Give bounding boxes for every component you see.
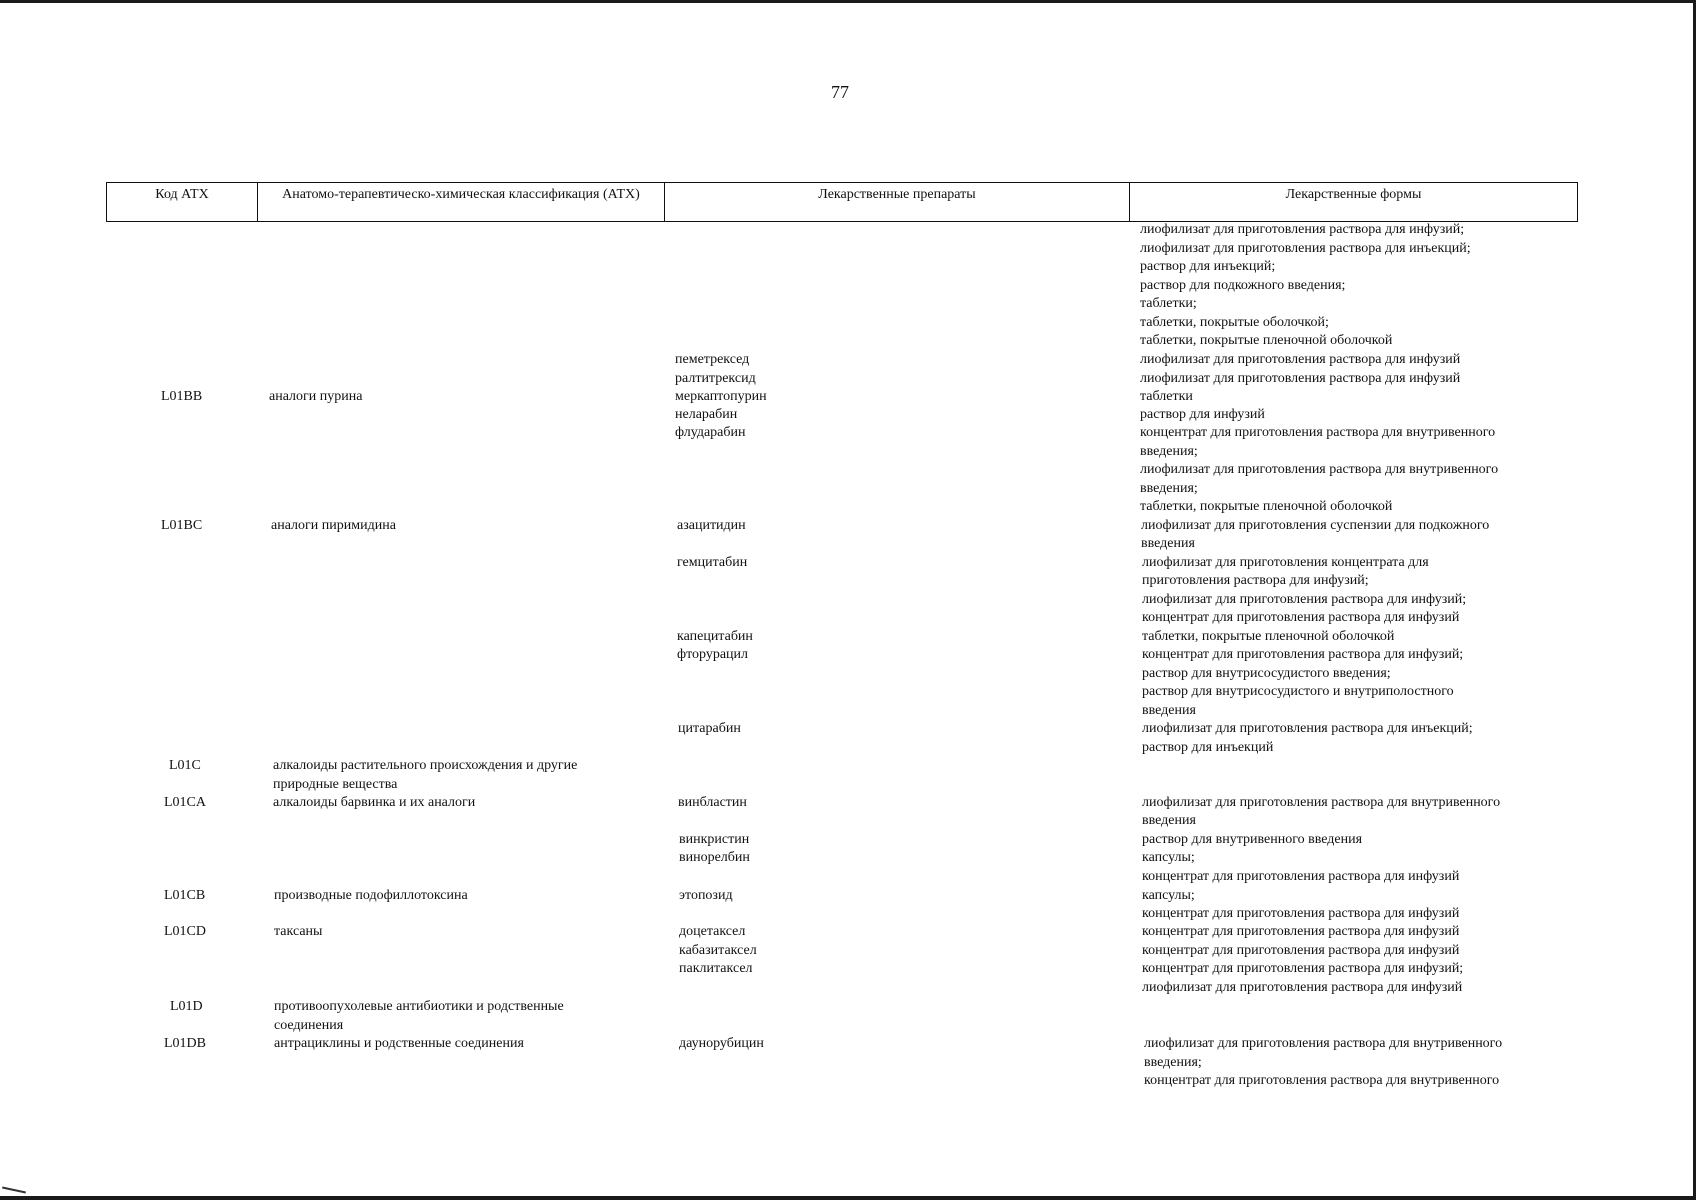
dosage-form-line: концентрат для приготовления раствора для инфузий: [1142, 869, 1460, 884]
dosage-form-line: лиофилизат для приготовления концентрата для: [1142, 555, 1429, 570]
table-header: [106, 182, 1578, 222]
dosage-form-line: концентрат для приготовления раствора для инфузий: [1142, 924, 1460, 939]
header-classification: Анатомо-терапевтическо-химическая классификация (АТХ): [258, 183, 665, 221]
atc-code: L01CB: [164, 888, 206, 903]
dosage-form-line: раствор для внутрисосудистого введения;: [1142, 666, 1391, 681]
scan-border-bottom: [0, 1196, 1696, 1200]
dosage-form-line: лиофилизат для приготовления раствора для инфузий: [1140, 352, 1461, 367]
drug-name: кабазитаксел: [679, 943, 757, 958]
atc-code: L01BB: [161, 389, 203, 404]
dosage-form-line: введения: [1142, 813, 1196, 828]
drug-name: даунорубицин: [679, 1036, 764, 1051]
dosage-form-line: раствор для внутривенного введения: [1142, 832, 1363, 847]
drug-name: пеметрексед: [675, 352, 750, 367]
dosage-form-line: лиофилизат для приготовления суспензии для подкожного: [1141, 518, 1490, 533]
atc-group: природные вещества: [273, 777, 398, 792]
dosage-form-line: лиофилизат для приготовления раствора для инфузий: [1140, 371, 1461, 386]
dosage-form-line: концентрат для приготовления раствора для инфузий: [1142, 943, 1460, 958]
header-code: Код АТХ: [107, 183, 258, 221]
dosage-form-line: концентрат для приготовления раствора для внутривенного: [1144, 1073, 1500, 1088]
dosage-form-line: концентрат для приготовления раствора для инфузий: [1142, 610, 1460, 625]
dosage-form-line: концентрат для приготовления раствора для инфузий;: [1142, 961, 1464, 976]
dosage-form-line: лиофилизат для приготовления раствора для инфузий;: [1140, 222, 1465, 237]
drug-name: паклитаксел: [679, 961, 753, 976]
dosage-form-line: концентрат для приготовления раствора для инфузий;: [1142, 647, 1464, 662]
dosage-form-line: введения;: [1140, 481, 1198, 496]
drug-name: винкристин: [679, 832, 750, 847]
dosage-form-line: таблетки, покрытые пленочной оболочкой: [1140, 333, 1393, 348]
dosage-form-line: таблетки: [1140, 389, 1193, 404]
atc-group: аналоги пурина: [269, 389, 363, 404]
atc-group: аналоги пиримидина: [271, 518, 396, 533]
drug-name: винбластин: [678, 795, 747, 810]
atc-group: таксаны: [274, 924, 323, 939]
dosage-form-line: введения;: [1140, 444, 1198, 459]
atc-code: L01CA: [164, 795, 206, 810]
dosage-form-line: таблетки, покрытые пленочной оболочкой: [1140, 499, 1393, 514]
atc-code: L01BC: [161, 518, 203, 533]
drug-name: фторурацил: [677, 647, 749, 662]
drug-name: винорелбин: [679, 850, 750, 865]
dosage-form-line: раствор для внутрисосудистого и внутриполостного: [1142, 684, 1454, 699]
scan-border-top: [0, 0, 1696, 3]
dosage-form-line: таблетки, покрытые пленочной оболочкой: [1142, 629, 1395, 644]
dosage-form-line: лиофилизат для приготовления раствора для внутривенного: [1144, 1036, 1503, 1051]
dosage-form-line: лиофилизат для приготовления раствора для внутривенного: [1142, 795, 1501, 810]
dosage-form-line: концентрат для приготовления раствора для внутривенного: [1140, 425, 1496, 440]
page-number: 77: [831, 82, 849, 102]
dosage-form-line: таблетки, покрытые оболочкой;: [1140, 315, 1329, 330]
dosage-form-line: лиофилизат для приготовления раствора для инфузий: [1142, 980, 1463, 995]
header-drugs: Лекарственные препараты: [665, 183, 1130, 221]
dosage-form-line: лиофилизат для приготовления раствора для инъекций;: [1140, 241, 1471, 256]
atc-group: противоопухолевые антибиотики и родственные: [274, 999, 564, 1014]
atc-group: соединения: [274, 1018, 344, 1033]
scan-artifact-mark: [2, 1187, 26, 1194]
dosage-form-line: капсулы;: [1142, 850, 1195, 865]
dosage-form-line: введения;: [1144, 1055, 1202, 1070]
dosage-form-line: раствор для инфузий: [1140, 407, 1265, 422]
dosage-form-line: раствор для инъекций: [1142, 740, 1274, 755]
dosage-form-line: лиофилизат для приготовления раствора для инфузий;: [1142, 592, 1467, 607]
dosage-form-line: лиофилизат для приготовления раствора для внутривенного: [1140, 462, 1499, 477]
drug-name: флударабин: [675, 425, 746, 440]
atc-code: L01C: [169, 758, 201, 773]
atc-code: L01D: [170, 999, 203, 1014]
atc-code: L01DB: [164, 1036, 206, 1051]
dosage-form-line: таблетки;: [1140, 296, 1197, 311]
drug-name: цитарабин: [678, 721, 741, 736]
drug-name: ралтитрексид: [675, 371, 756, 386]
dosage-form-line: приготовления раствора для инфузий;: [1142, 573, 1369, 588]
atc-code: L01CD: [164, 924, 206, 939]
drug-name: капецитабин: [677, 629, 753, 644]
atc-group: антрациклины и родственные соединения: [274, 1036, 524, 1051]
drug-name: этопозид: [679, 888, 733, 903]
header-forms: Лекарственные формы: [1285, 187, 1422, 202]
atc-group: производные подофиллотоксина: [274, 888, 468, 903]
dosage-form-line: капсулы;: [1142, 888, 1195, 903]
dosage-form-line: введения: [1142, 703, 1196, 718]
atc-group: алкалоиды растительного происхождения и другие: [273, 758, 578, 773]
dosage-form-line: концентрат для приготовления раствора для инфузий: [1142, 906, 1460, 921]
drug-name: азацитидин: [677, 518, 746, 533]
dosage-form-line: лиофилизат для приготовления раствора для инъекций;: [1142, 721, 1473, 736]
dosage-form-line: раствор для подкожного введения;: [1140, 278, 1346, 293]
drug-name: гемцитабин: [677, 555, 748, 570]
dosage-form-line: введения: [1141, 536, 1195, 551]
drug-name: меркаптопурин: [675, 389, 767, 404]
drug-name: доцетаксел: [679, 924, 746, 939]
dosage-form-line: раствор для инъекций;: [1140, 259, 1276, 274]
drug-name: неларабин: [675, 407, 738, 422]
atc-group: алкалоиды барвинка и их аналоги: [273, 795, 476, 810]
